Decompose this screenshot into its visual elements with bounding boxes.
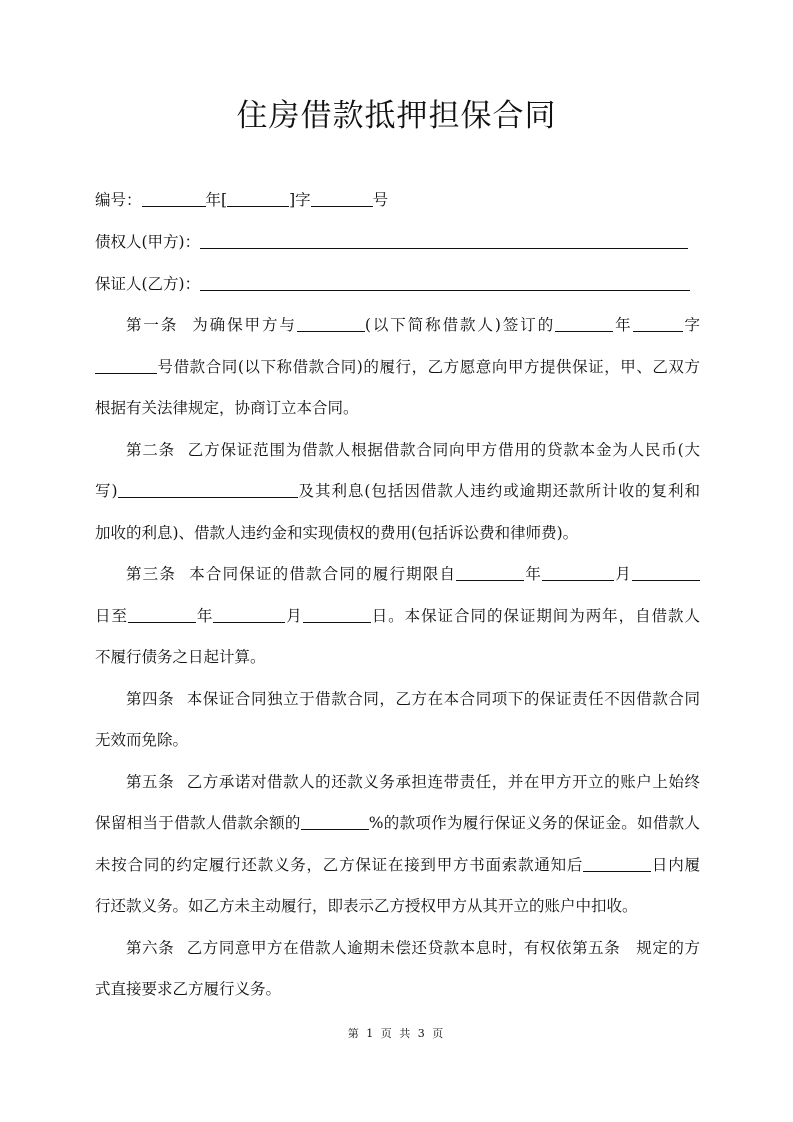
article-1-line-3: 根据有关法律规定，协商订立本合同。	[95, 399, 359, 417]
start-month-blank[interactable]	[542, 563, 614, 581]
article-3-line-1: 第三条 本合同保证的借款合同的履行期限自 年 月	[95, 562, 700, 586]
article-1-line-2: 号借款合同(以下称借款合同)的履行，乙方愿意向甲方提供保证，甲、乙双方	[95, 355, 700, 379]
contract-number-blank-1[interactable]	[142, 189, 206, 207]
creditor-blank[interactable]	[200, 231, 688, 249]
article-5-line-2: 保留相当于借款人借款余额的 %的款项作为履行保证义务的保证金。如借款人	[95, 814, 700, 832]
article-2-number: 第二条	[126, 441, 175, 459]
article-2-line-3: 加收的利息)、借款人违约金和实现债权的费用(包括诉讼费和律师费)。	[95, 524, 579, 542]
end-year-blank[interactable]	[128, 605, 196, 623]
contract-number-line: 编号： 年[ ]字 号	[95, 191, 389, 209]
article-4-number: 第四条	[126, 690, 175, 708]
article-5-line-1: 第五条 乙方承诺对借款人的还款义务承担连带责任，并在甲方开立的账户上始终	[126, 773, 700, 791]
article-5-number: 第五条	[126, 773, 175, 791]
loan-number-blank[interactable]	[95, 356, 157, 374]
contract-number-blank-3[interactable]	[311, 189, 373, 207]
contract-number-label: 编号：	[95, 191, 142, 209]
article-1-number: 第一条	[126, 316, 179, 334]
article-2-line-1: 第二条 乙方保证范围为借款人根据借款合同向甲方借用的贷款本金为人民币(大	[126, 441, 700, 459]
start-day-blank[interactable]	[632, 563, 700, 581]
article-4-line-2: 无效而免除。	[95, 731, 189, 749]
document-title: 住房借款抵押担保合同	[236, 98, 557, 134]
article-5-line-4: 行还款义务。如乙方未主动履行，即表示乙方授权甲方从其开立的账户中扣收。	[95, 897, 638, 915]
guarantor-label: 保证人(乙方)：	[95, 275, 201, 293]
contract-number-blank-2[interactable]	[227, 189, 289, 207]
article-6-number: 第六条	[126, 939, 175, 957]
article-1-line-1: 第一条 为确保甲方与 (以下简称借款人)签订的 年 字	[126, 316, 700, 334]
creditor-line	[95, 230, 700, 254]
repayment-days-blank[interactable]	[583, 854, 651, 872]
creditor-label: 债权人(甲方)：	[95, 233, 201, 251]
article-6-line-2: 式直接要求乙方履行义务。	[95, 980, 282, 998]
borrower-name-blank[interactable]	[297, 314, 365, 332]
guarantor-line	[95, 272, 700, 296]
principal-amount-blank[interactable]	[118, 480, 298, 498]
guarantor-blank[interactable]	[200, 273, 690, 291]
article-3-line-2: 日至 年 月 日。本保证合同的保证期间为两年，自借款人	[95, 607, 700, 625]
article-4-line-1: 第四条 本保证合同独立于借款合同，乙方在本合同项下的保证责任不因借款合同	[126, 690, 700, 708]
loan-year-blank[interactable]	[555, 314, 613, 332]
end-day-blank[interactable]	[303, 605, 371, 623]
article-2-line-2: 写) 及其利息(包括因借款人违约或逾期还款所计收的复利和	[95, 482, 700, 500]
page-footer: 第 1 页 共 3 页	[347, 1027, 446, 1040]
article-5-line-3: 未按合同的约定履行还款义务，乙方保证在接到甲方书面索款通知后 日内履	[95, 856, 700, 874]
start-year-blank[interactable]	[456, 563, 524, 581]
article-6-line-1: 第六条 乙方同意甲方在借款人逾期未偿还贷款本息时，有权依第五条 规定的方	[126, 939, 700, 957]
article-3-line-3: 不履行债务之日起计算。	[95, 648, 266, 666]
loan-char-blank[interactable]	[633, 314, 683, 332]
deposit-percent-blank[interactable]	[301, 812, 369, 830]
article-3-number: 第三条	[126, 565, 177, 583]
end-month-blank[interactable]	[213, 605, 285, 623]
